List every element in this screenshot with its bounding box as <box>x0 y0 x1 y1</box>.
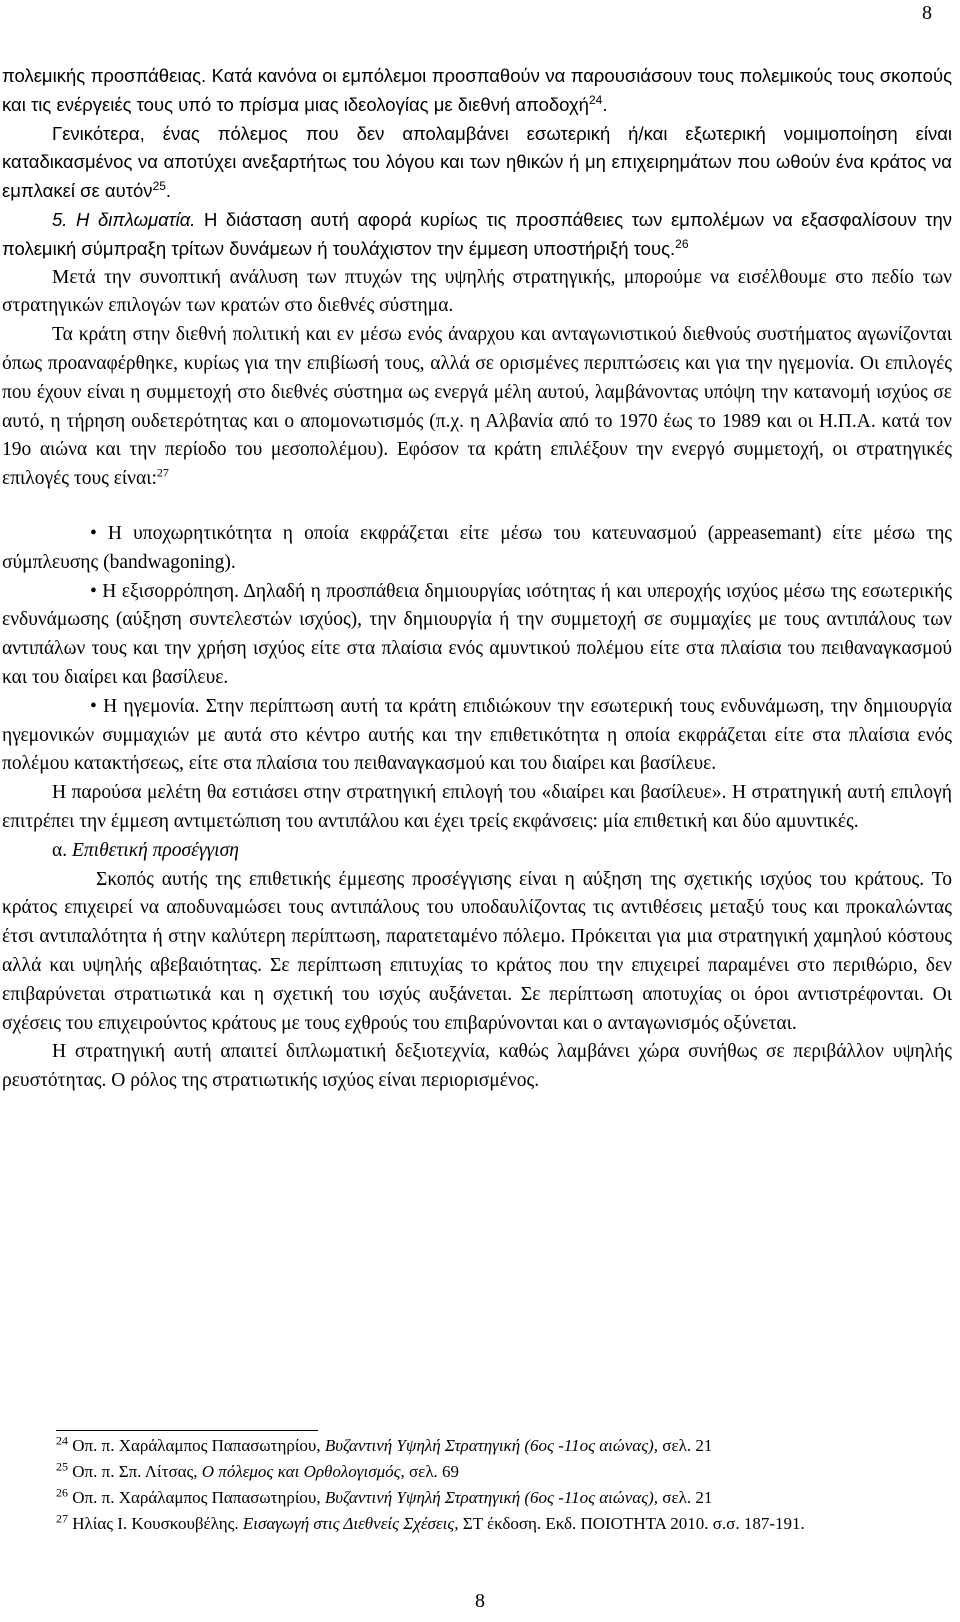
footnote-number: 26 <box>56 1485 68 1500</box>
paragraph <box>2 779 952 837</box>
paragraph <box>2 866 952 1039</box>
punctuation: . <box>165 180 172 202</box>
footnote-text: Οπ. π. Χαράλαμπος Παπασωτηρίου, <box>68 1488 325 1507</box>
paragraph-text: Μετά την συνοπτική ανάλυση των πτυχών της υψηλής στρατηγικής, μπορούμε να εισέλθουμε στο πεδίο των στρατηγικών επιλογών των κρατών στο διεθνές σύστημα. <box>2 266 952 317</box>
paragraph-text: πολεμικής προσπάθειας. Κατά κανόνα οι εμπόλεμοι προσπαθούν να παρουσιάσουν τους πολεμικούς τους σκοπούς και τις ενέργειές τους υπό το πρίσμα μιας ιδεολογίας με διεθνή αποδοχή <box>2 65 952 115</box>
paragraph-text: Η διάσταση αυτή αφορά κυρίως τις προσπάθειες των εμπολέμων να εξασφαλίσουν την πολεμική σύμπραξη τρίτων δυνάμεων ή τουλάχιστον την έμμεση υποστήριξή τους. <box>2 208 953 259</box>
footnote-text: σελ. 21 <box>658 1488 713 1507</box>
footnote-text: ΣΤ έκδοση. Εκδ. ΠΟΙΟΤΗΤΑ 2010. σ.σ. 187-191. <box>458 1514 805 1533</box>
paragraph <box>2 1038 952 1096</box>
footnote-divider <box>56 1430 318 1431</box>
footnote <box>56 1433 936 1459</box>
paragraph-text: Σκοπός αυτής της επιθετικής έμμεσης προσέγγισης είναι η αύξηση της σχετικής ισχύος του κράτους. Το κράτος επιχειρεί να αποδυναμώσει τους αντιπάλους του υποδαυλίζοντας τις αντιθέσεις μεταξύ τους και προκαλώντας έτσι αντιπαλότητα ή στην καλύτερη περίπτωση, παρατεταμένο πόλεμο. Πρόκειται για μια στρατηγική χαμηλού κόστους αλλά και υψηλής αβεβαιότητας. Σε περίπτωση επιτυχίας το κράτος που την επιχειρεί παραμένει στο περιθώριο, δεν επιβαρύνεται στρατιωτικά και η σχετική του ισχύς αυξάνεται. Σε περίπτωση αποτυχίας οι όροι αντιστρέφονται. Οι σχέσεις του επιχειρούντος κράτους με τους εχθρούς του επιβαρύνονται και ο ανταγωνισμός οξύνεται. <box>2 868 952 1034</box>
paragraph-text: Γενικότερα, ένας πόλεμος που δεν απολαμβάνει εσωτερική ή/και εξωτερική νομιμοποίηση είναι καταδικασμένος να αποτύχει ανεξαρτήτως του λόγου και των ηθικών ή μη επιχειρημάτων που ωθούν ένα κράτος να εμπλακεί σε αυτόν <box>2 122 952 202</box>
paragraph <box>2 120 952 206</box>
footnote-ref: 24 <box>588 92 603 107</box>
footnote-text: Οπ. π. Χαράλαμπος Παπασωτηρίου, <box>68 1436 325 1455</box>
footnote <box>56 1459 936 1485</box>
footnote-title: Εισαγωγή στις Διεθνείς Σχέσεις, <box>242 1514 459 1533</box>
section-heading: 5. Η διπλωματία. <box>52 208 196 230</box>
page-number-bottom: 8 <box>475 1590 485 1612</box>
paragraph <box>2 321 952 494</box>
footnote-ref: 26 <box>675 236 689 251</box>
footnote-title: Ο πόλεμος και Ορθολογισμός, <box>201 1462 405 1481</box>
paragraph-text: Η παρούσα μελέτη θα εστιάσει στην στρατηγική επιλογή του «διαίρει και βασίλευε». Η στρατηγική αυτή επιλογή επιτρέπει την έμμεση αντιμετώπιση του αντιπάλου και έχει τρείς εκφάνσεις: μία επιθετική και δύο αμυντικές. <box>2 782 952 832</box>
footnote-text: σελ. 21 <box>658 1436 713 1455</box>
bullet-item <box>2 520 952 578</box>
bullet-text: • Η υποχωρητικότητα η οποία εκφράζεται είτε μέσω του κατευνασμού (appeasemant) είτε μέσω της σύμπλευσης (bandwagoning). <box>2 522 952 573</box>
footnote-text: Ηλίας Ι. Κουσκουβέλης. <box>68 1514 243 1533</box>
subsection-number: α. <box>52 839 72 861</box>
body-text <box>2 62 952 1096</box>
footnote-title: Βυζαντινή Υψηλή Στρατηγική (6ος -11ος αιώνας), <box>324 1488 659 1507</box>
footnote-ref: 27 <box>156 465 169 480</box>
footnotes <box>56 1433 936 1537</box>
paragraph <box>2 264 952 322</box>
footnote-number: 24 <box>56 1433 68 1448</box>
footnote-ref: 25 <box>152 179 166 194</box>
footnote-text: σελ. 69 <box>404 1462 460 1481</box>
bullet-item <box>2 693 952 779</box>
subsection-heading <box>2 837 952 866</box>
footnote-title: Βυζαντινή Υψηλή Στρατηγική (6ος -11ος αιώνας), <box>324 1436 659 1455</box>
page-number-top: 8 <box>922 2 932 24</box>
bullet-text: • Η εξισορρόπηση. Δηλαδή η προσπάθεια δημιουργίας ισότητας ή και υπεροχής ισχύος μέσω της εσωτερικής ενδυνάμωσης (αύξηση συντελεστών ισχύος), την δημιουργία ή την συμμετοχή σε συμμαχίες με τους αντιπάλους των αντιπάλων τους και την χρήση ισχύος είτε στα πλαίσια ενός αμυντικού πολέμου είτε στα πλαίσια του πειθαναγκασμού και του διαίρει και βασίλευε. <box>2 580 952 688</box>
paragraph-text: Η στρατηγική αυτή απαιτεί διπλωματική δεξιοτεχνία, καθώς λαμβάνει χώρα συνήθως σε περιβάλλον υψηλής ρευστότητας. Ο ρόλος της στρατιωτικής ισχύος είναι περιορισμένος. <box>2 1041 952 1092</box>
paragraph-text: Τα κράτη στην διεθνή πολιτική και εν μέσω ενός άναρχου και ανταγωνιστικού διεθνούς συστήματος αγωνίζονται όπως προαναφέρθηκε, κυρίως για την επιβίωσή τους, αλλά σε ορισμένες περιπτώσεις και για την ηγεμονία. Οι επιλογές που έχουν είναι η συμμετοχή στο διεθνές σύστημα ως ενεργά μέλη αυτού, λαμβάνοντας υπόψη την κατανομή ισχύος σε αυτό, η τήρηση ουδετερότητας και ο απομονωτισμός (π.χ. η Αλβανία από το 1970 έως το 1989 και οι Η.Π.Α. κατά τον 19ο αιώνα και την περίοδο του μεσοπολέμου). Εφόσον τα κράτη επιλέξουν την ενεργό συμμετοχή, οι στρατηγικές επιλογές τους είναι: <box>2 324 952 490</box>
footnote <box>56 1511 936 1537</box>
bullet-text: • Η ηγεμονία. Στην περίπτωση αυτή τα κράτη επιδιώκουν την εσωτερική τους ενδυνάμωση, την δημιουργία ηγεμονικών συμμαχιών με αυτά στο κέντρο αυτής και την επιθετικότητα η οποία εκφράζεται είτε στα πλαίσια ενός πολέμου κατακτήσεως, είτε στα πλαίσια του πειθαναγκασμού και του διαίρει και βασίλευε. <box>2 695 952 775</box>
footnote-text: Οπ. π. Σπ. Λίτσας, <box>68 1462 202 1481</box>
bullet-item <box>2 578 952 693</box>
paragraph <box>2 206 952 264</box>
paragraph <box>2 62 952 120</box>
spacer <box>2 494 952 520</box>
footnote-number: 27 <box>56 1511 68 1526</box>
punctuation: . <box>602 93 608 115</box>
footnote-number: 25 <box>56 1459 68 1474</box>
footnote <box>56 1485 936 1511</box>
subsection-title: Επιθετική προσέγγιση <box>71 839 239 861</box>
